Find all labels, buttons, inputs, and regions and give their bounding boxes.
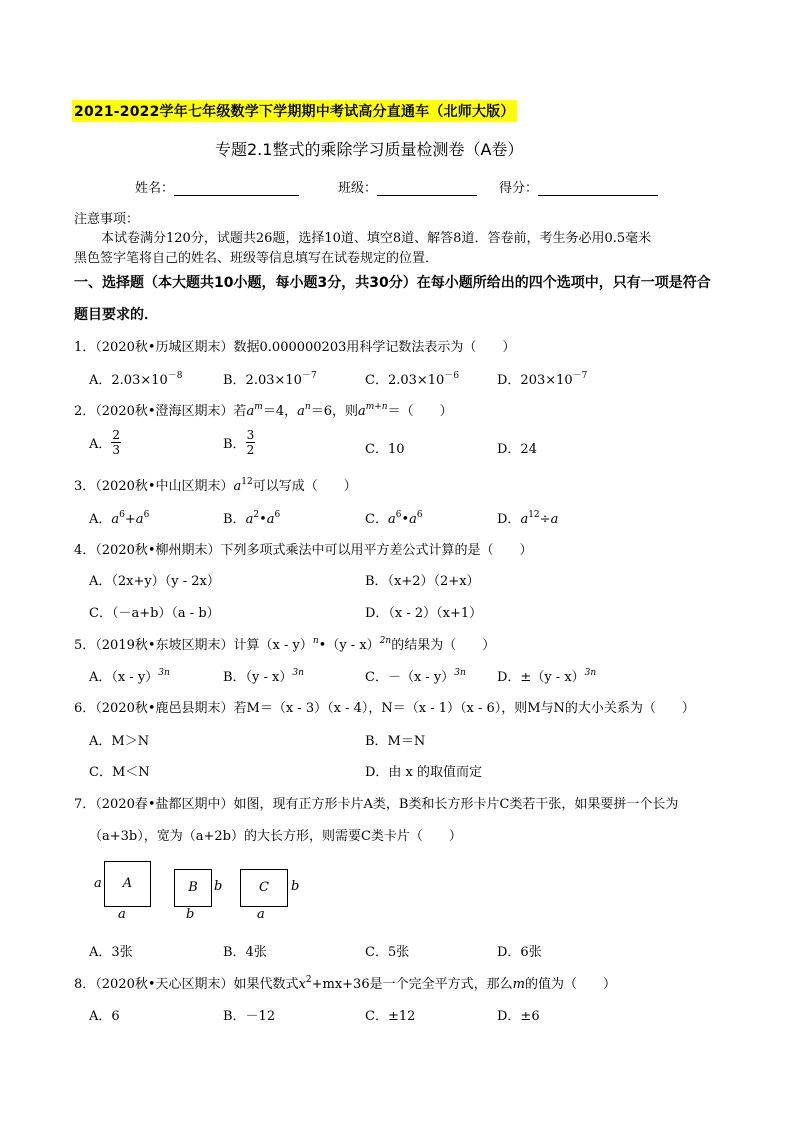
q4-option-b[interactable]: B．（x+2）（2+x） xyxy=(365,574,480,589)
name-label: 姓名： xyxy=(135,181,175,196)
q6-option-a[interactable]: A．M＞N xyxy=(89,734,150,749)
q2-option-a[interactable]: A． $\frac{2}{3}$ xyxy=(89,428,121,457)
q7-stem-line-1: 7．（2020春•盐都区期中）如图，现有正方形卡片A类，B类和长方形卡片C类若干张，如果要拼一个长为 xyxy=(74,797,679,812)
q2-option-b[interactable]: B． $\frac{3}{2}$ xyxy=(223,428,255,457)
q4-option-a[interactable]: A．（2x+y）（y - 2x） xyxy=(89,574,220,589)
q6-option-d[interactable]: D．由 x 的取值而定 xyxy=(365,765,483,780)
section-heading-line-1: 一、选择题（本大题共10小题，每小题3分，共30分）在每小题所给出的四个选项中，只有一项是符合 xyxy=(74,275,711,291)
card-b-side-right: b xyxy=(214,879,223,894)
card-c: C xyxy=(240,869,288,907)
score-label: 得分： xyxy=(499,181,539,196)
q7-option-d[interactable]: D．6张 xyxy=(497,945,542,960)
q2-stem: 2．（2020秋•澄海区期末）若$a^m=4$，$a^n=6$，则$a^{m+n}=$（ ） xyxy=(74,402,453,419)
name-blank[interactable] xyxy=(174,181,299,196)
q8-option-a[interactable]: A．6 xyxy=(89,1009,120,1024)
q7-stem-line-2: （a+3b），宽为（a+2b）的大长方形，则需要C类卡片（ ） xyxy=(89,829,462,844)
q3-option-d[interactable]: D．$a^{12}\div a$ xyxy=(497,510,559,527)
q5-option-c[interactable]: C．－（x - y）$^{3n}$ xyxy=(365,668,466,685)
q1-option-a[interactable]: A．$2.03\times 10^{-8}$ xyxy=(89,371,183,388)
class-field-row xyxy=(338,177,477,196)
card-b-side-bottom: b xyxy=(186,907,195,922)
q1-stem: 1．（2020秋•历城区期末）数据0.000000203用科学记数法表示为（ ） xyxy=(74,340,516,355)
name-field-row xyxy=(135,177,299,196)
card-c-side-right: b xyxy=(291,879,300,894)
notice-line-1: 本试卷满分120分，试题共26题，选择10道、填空8道、解答8道．答卷前，考生务必用0.5毫米 xyxy=(101,231,652,246)
q7-option-b[interactable]: B．4张 xyxy=(223,945,267,960)
score-blank[interactable] xyxy=(538,181,658,196)
card-c-side-bottom: a xyxy=(257,907,265,922)
q3-stem: 3．（2020秋•中山区期末）$a^{12}$可以写成（ ） xyxy=(74,477,357,494)
section-heading-line-2: 题目要求的． xyxy=(74,307,158,323)
q8-option-c[interactable]: C．±12 xyxy=(365,1009,416,1024)
q4-option-d[interactable]: D．（x - 2）（x+1） xyxy=(365,606,483,621)
q4-option-c[interactable]: C．（－a+b）（a - b） xyxy=(89,606,220,621)
q1-option-d[interactable]: D．$203\times 10^{-7}$ xyxy=(497,371,588,388)
card-a-side-bottom: a xyxy=(118,907,126,922)
class-blank[interactable] xyxy=(377,181,477,196)
page-title: 专题2.1整式的乘除学习质量检测卷（A卷） xyxy=(215,140,524,159)
q8-option-b[interactable]: B．－12 xyxy=(223,1009,276,1024)
fraction: $\frac{2}{3}$ xyxy=(112,428,121,457)
notice-label: 注意事项： xyxy=(74,212,140,227)
q5-option-b[interactable]: B．（y - x）$^{3n}$ xyxy=(223,668,304,685)
q2-option-c[interactable]: C．10 xyxy=(365,442,405,457)
q8-option-d[interactable]: D．±6 xyxy=(497,1009,540,1024)
q5-option-d[interactable]: D．±（y - x）$^{3n}$ xyxy=(497,668,597,685)
score-field-row xyxy=(499,177,658,196)
q1-option-b[interactable]: B．$2.03\times 10^{-7}$ xyxy=(223,371,317,388)
q2-option-d[interactable]: D．24 xyxy=(497,442,537,457)
card-b: B xyxy=(174,869,212,907)
q3-option-b[interactable]: B．$a^2•a^6$ xyxy=(223,510,281,527)
q7-option-c[interactable]: C．5张 xyxy=(365,945,410,960)
card-a: A xyxy=(104,861,151,907)
q5-option-a[interactable]: A．（x - y）$^{3n}$ xyxy=(89,668,170,685)
notice-line-2: 黑色签字笔将自己的姓名、班级等信息填写在试卷规定的位置． xyxy=(74,251,439,266)
q8-stem: 8．（2020秋•天心区期末）如果代数式$x^2+mx+36$是一个完全平方式，那么m的值为（ ） xyxy=(74,975,616,992)
series-banner: 2021-2022学年七年级数学下学期期中考试高分直通车（北师大版） xyxy=(72,100,517,122)
q3-option-c[interactable]: C．$a^6•a^6$ xyxy=(365,510,423,527)
q6-option-b[interactable]: B．M＝N xyxy=(365,734,426,749)
q6-stem: 6．（2020秋•鹿邑县期末）若M＝（x - 3）（x - 4），N＝（x - 1）（x - 6），则M与N的大小关系为（ ） xyxy=(74,701,695,716)
q1-option-c[interactable]: C．$2.03\times 10^{-6}$ xyxy=(365,371,460,388)
q6-option-c[interactable]: C．M＜N xyxy=(89,765,150,780)
fraction: $\frac{3}{2}$ xyxy=(246,428,255,457)
q5-stem: 5．（2019秋•东坡区期末）计算（x - y）$^n$•（y - x）$^{2n}$的结果为（ ） xyxy=(74,636,496,653)
card-a-side-left: a xyxy=(94,876,102,891)
q3-option-a[interactable]: A．$a^6+a^6$ xyxy=(89,510,150,527)
class-label: 班级： xyxy=(338,181,378,196)
q7-option-a[interactable]: A．3张 xyxy=(89,945,133,960)
q4-stem: 4．（2020秋•柳州期末）下列多项式乘法中可以用平方差公式计算的是（ ） xyxy=(74,543,533,558)
